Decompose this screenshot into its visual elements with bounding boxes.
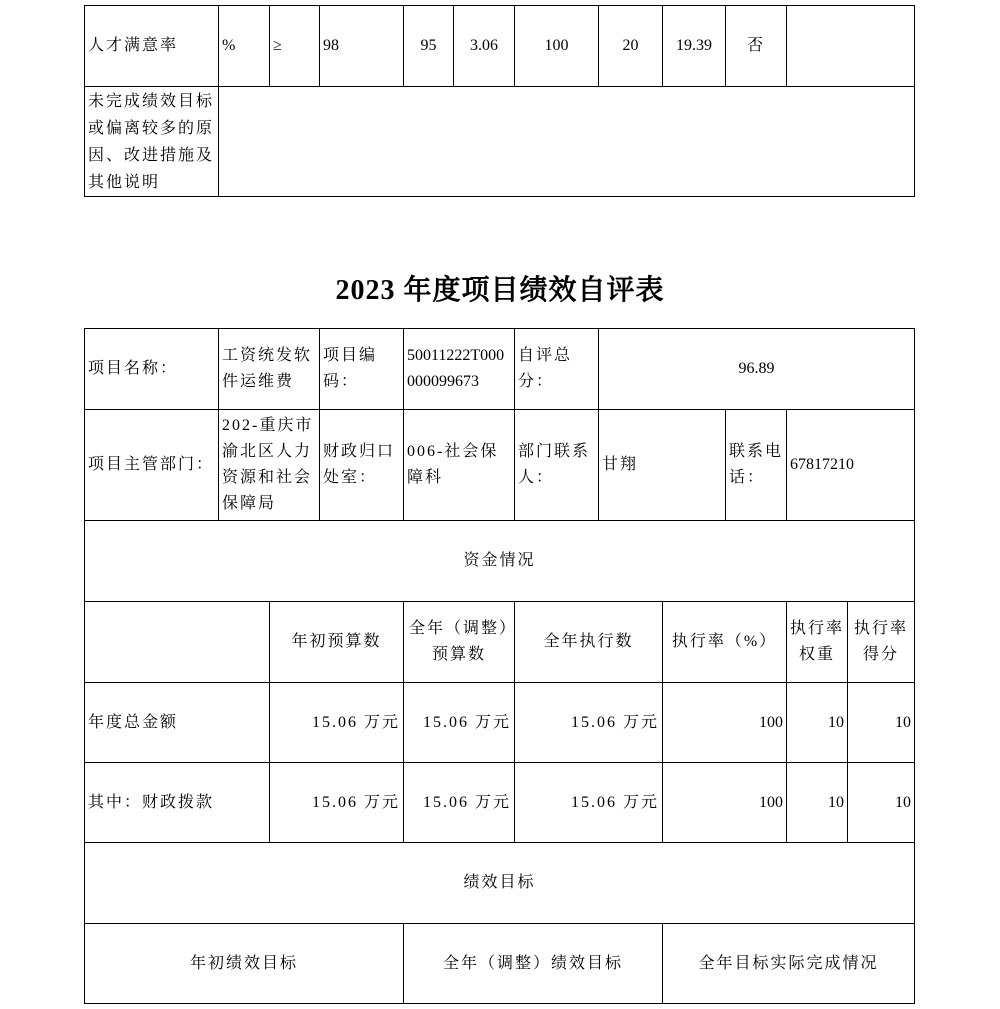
indicator-col8: 20 <box>622 37 639 54</box>
indicator-operator: ≥ <box>273 37 284 54</box>
form-title: 2023 年度项目绩效自评表 <box>335 275 665 306</box>
goals-header-adjusted: 全年（调整）绩效目标 <box>442 954 623 972</box>
funds-section-title: 资金情况 <box>463 552 536 569</box>
goals-header-initial: 年初绩效目标 <box>189 954 298 972</box>
indicator-actual: 95 <box>420 37 437 54</box>
header-initial-budget: 年初预算数 <box>291 633 382 650</box>
indicator-col7: 100 <box>544 37 569 54</box>
goals-header-actual: 全年目标实际完成情况 <box>698 954 879 972</box>
contact-label: 部门联系人： <box>518 443 591 486</box>
funds-row-fiscal-rate: 100 <box>759 793 783 811</box>
header-weight: 执行率权重 <box>790 620 845 663</box>
header-score: 执行率得分 <box>853 620 908 663</box>
funds-header-blank <box>85 602 269 682</box>
office-value: 006-社会保障科 <box>407 443 499 486</box>
funds-row-fiscal-weight: 10 <box>828 793 844 811</box>
funds-row-fiscal-label: 其中：财政拨款 <box>88 793 215 811</box>
funds-row-total-label: 年度总金额 <box>88 713 179 731</box>
dept-value: 202-重庆市渝北区人力资源和社会保障局 <box>222 417 314 512</box>
project-name-value: 工资统发软件运维费 <box>222 347 313 390</box>
note-value <box>219 87 914 196</box>
project-code-value: 50011222T000000099673 <box>407 347 505 390</box>
contact-value: 甘翔 <box>602 456 639 473</box>
funds-row-fiscal-score: 10 <box>895 793 911 811</box>
goals-section-title: 绩效目标 <box>463 874 536 891</box>
note-label: 未完成绩效目标或偏离较多的原因、改进措施及其他说明 <box>88 92 215 191</box>
funds-row-total-weight: 10 <box>828 713 844 731</box>
funds-row-fiscal-executed: 15.06 万元 <box>570 793 659 811</box>
funds-row-total-adjusted: 15.06 万元 <box>422 713 511 731</box>
funds-row-total-initial: 15.06 万元 <box>311 713 400 731</box>
self-score-label: 自评总分： <box>518 347 573 390</box>
indicator-col10: 否 <box>746 37 765 54</box>
indicator-name: 人才满意率 <box>88 37 179 54</box>
dept-label: 项目主管部门： <box>88 456 215 473</box>
office-label: 财政归口处室： <box>323 443 396 486</box>
phone-value: 67817210 <box>790 456 854 473</box>
indicator-col9: 19.39 <box>676 37 712 54</box>
funds-row-total-rate: 100 <box>759 713 783 731</box>
funds-row-total-score: 10 <box>895 713 911 731</box>
header-adjusted-budget: 全年（调整）预算数 <box>408 620 509 663</box>
indicator-col6: 3.06 <box>470 37 498 54</box>
funds-row-fiscal-adjusted: 15.06 万元 <box>422 793 511 811</box>
header-executed: 全年执行数 <box>543 633 634 650</box>
indicator-unit: % <box>222 37 238 54</box>
project-name-label: 项目名称： <box>88 360 179 377</box>
phone-label: 联系电话： <box>729 443 784 486</box>
indicator-target: 98 <box>323 37 339 54</box>
self-score-value: 96.89 <box>738 360 775 377</box>
header-rate: 执行率（%） <box>671 633 778 650</box>
funds-row-fiscal-initial: 15.06 万元 <box>311 793 400 811</box>
funds-row-total-executed: 15.06 万元 <box>570 713 659 731</box>
project-code-label: 项目编码： <box>323 347 378 390</box>
